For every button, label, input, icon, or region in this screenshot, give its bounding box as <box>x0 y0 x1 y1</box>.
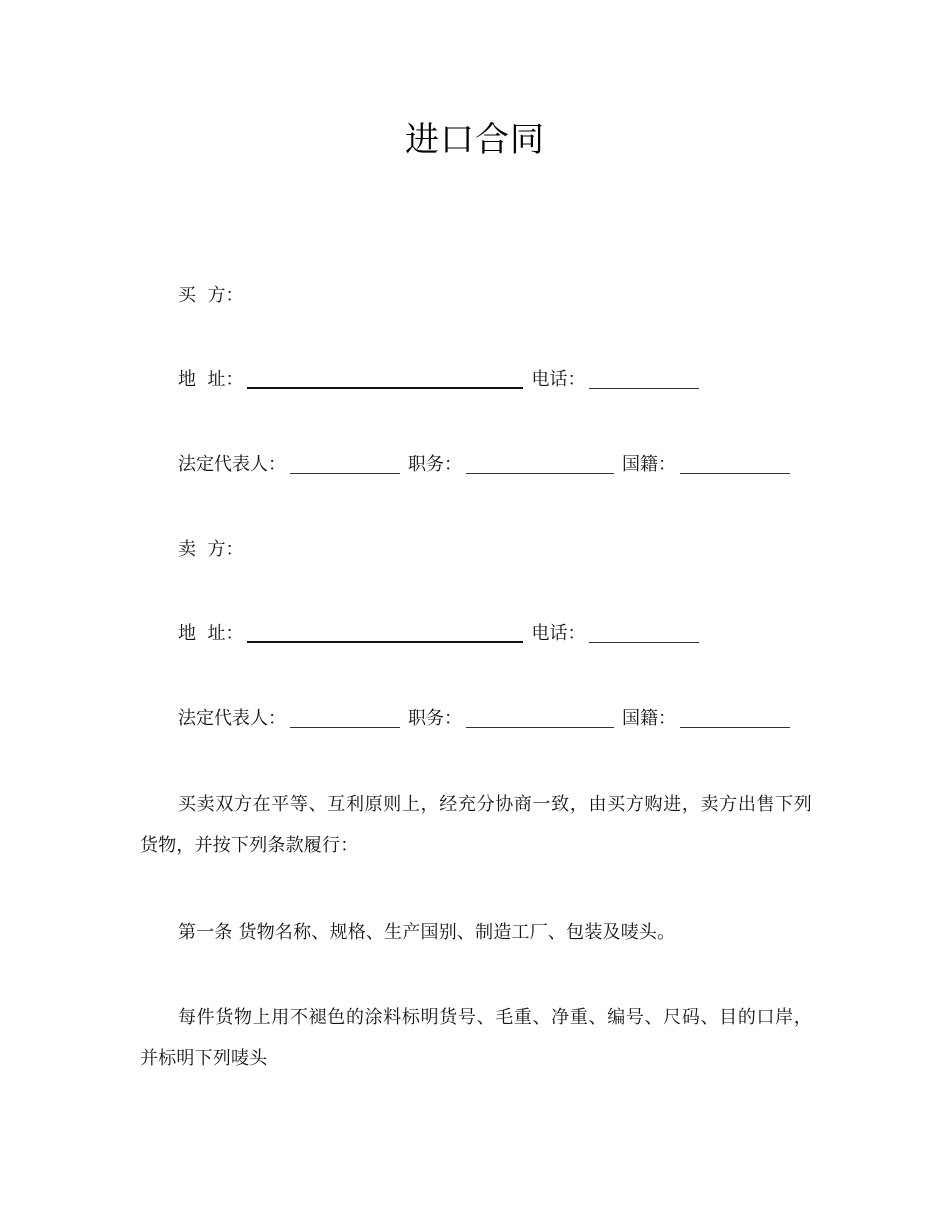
buyer-phone-blank[interactable] <box>589 370 699 389</box>
seller-rep-blank[interactable] <box>290 709 400 728</box>
seller-position-blank[interactable] <box>466 709 614 728</box>
seller-nationality-blank[interactable] <box>680 709 790 728</box>
seller-address-blank[interactable] <box>247 623 523 643</box>
buyer-nationality-label: 国籍： <box>622 454 676 475</box>
seller-position-label: 职务： <box>408 708 462 729</box>
buyer-label: 买 方： <box>178 285 244 306</box>
seller-rep-label: 法定代表人： <box>178 708 286 729</box>
buyer-position-label: 职务： <box>408 454 462 475</box>
buyer-address-label: 地 址： <box>178 369 244 390</box>
seller-label: 卖 方： <box>178 539 244 560</box>
seller-address-line <box>178 622 707 646</box>
buyer-address-line <box>178 368 707 392</box>
buyer-line <box>178 284 243 308</box>
buyer-rep-label: 法定代表人： <box>178 454 286 475</box>
seller-line <box>178 538 243 562</box>
buyer-rep-line <box>178 453 798 477</box>
buyer-address-blank[interactable] <box>247 369 523 389</box>
buyer-nationality-blank[interactable] <box>680 455 790 474</box>
seller-address-label: 地 址： <box>178 623 244 644</box>
seller-rep-line <box>178 707 798 731</box>
buyer-position-blank[interactable] <box>466 455 614 474</box>
buyer-rep-blank[interactable] <box>290 455 400 474</box>
article-1-heading: 第一条 货物名称、规格、生产国别、制造工厂、包装及唛头。 <box>178 922 676 943</box>
seller-nationality-label: 国籍： <box>622 708 676 729</box>
seller-phone-blank[interactable] <box>589 624 699 643</box>
document-title: 进口合同 <box>405 120 545 160</box>
seller-phone-label: 电话： <box>531 623 586 644</box>
marking-paragraph: 每件货物上用不褪色的涂料标明货号、毛重、净重、编号、尺码、目的口岸，并标明下列唛头 <box>140 1007 812 1069</box>
intro-paragraph: 买卖双方在平等、互利原则上，经充分协商一致，由买方购进，卖方出售下列货物，并按下列条款履行： <box>140 794 812 856</box>
buyer-phone-label: 电话： <box>531 369 586 390</box>
